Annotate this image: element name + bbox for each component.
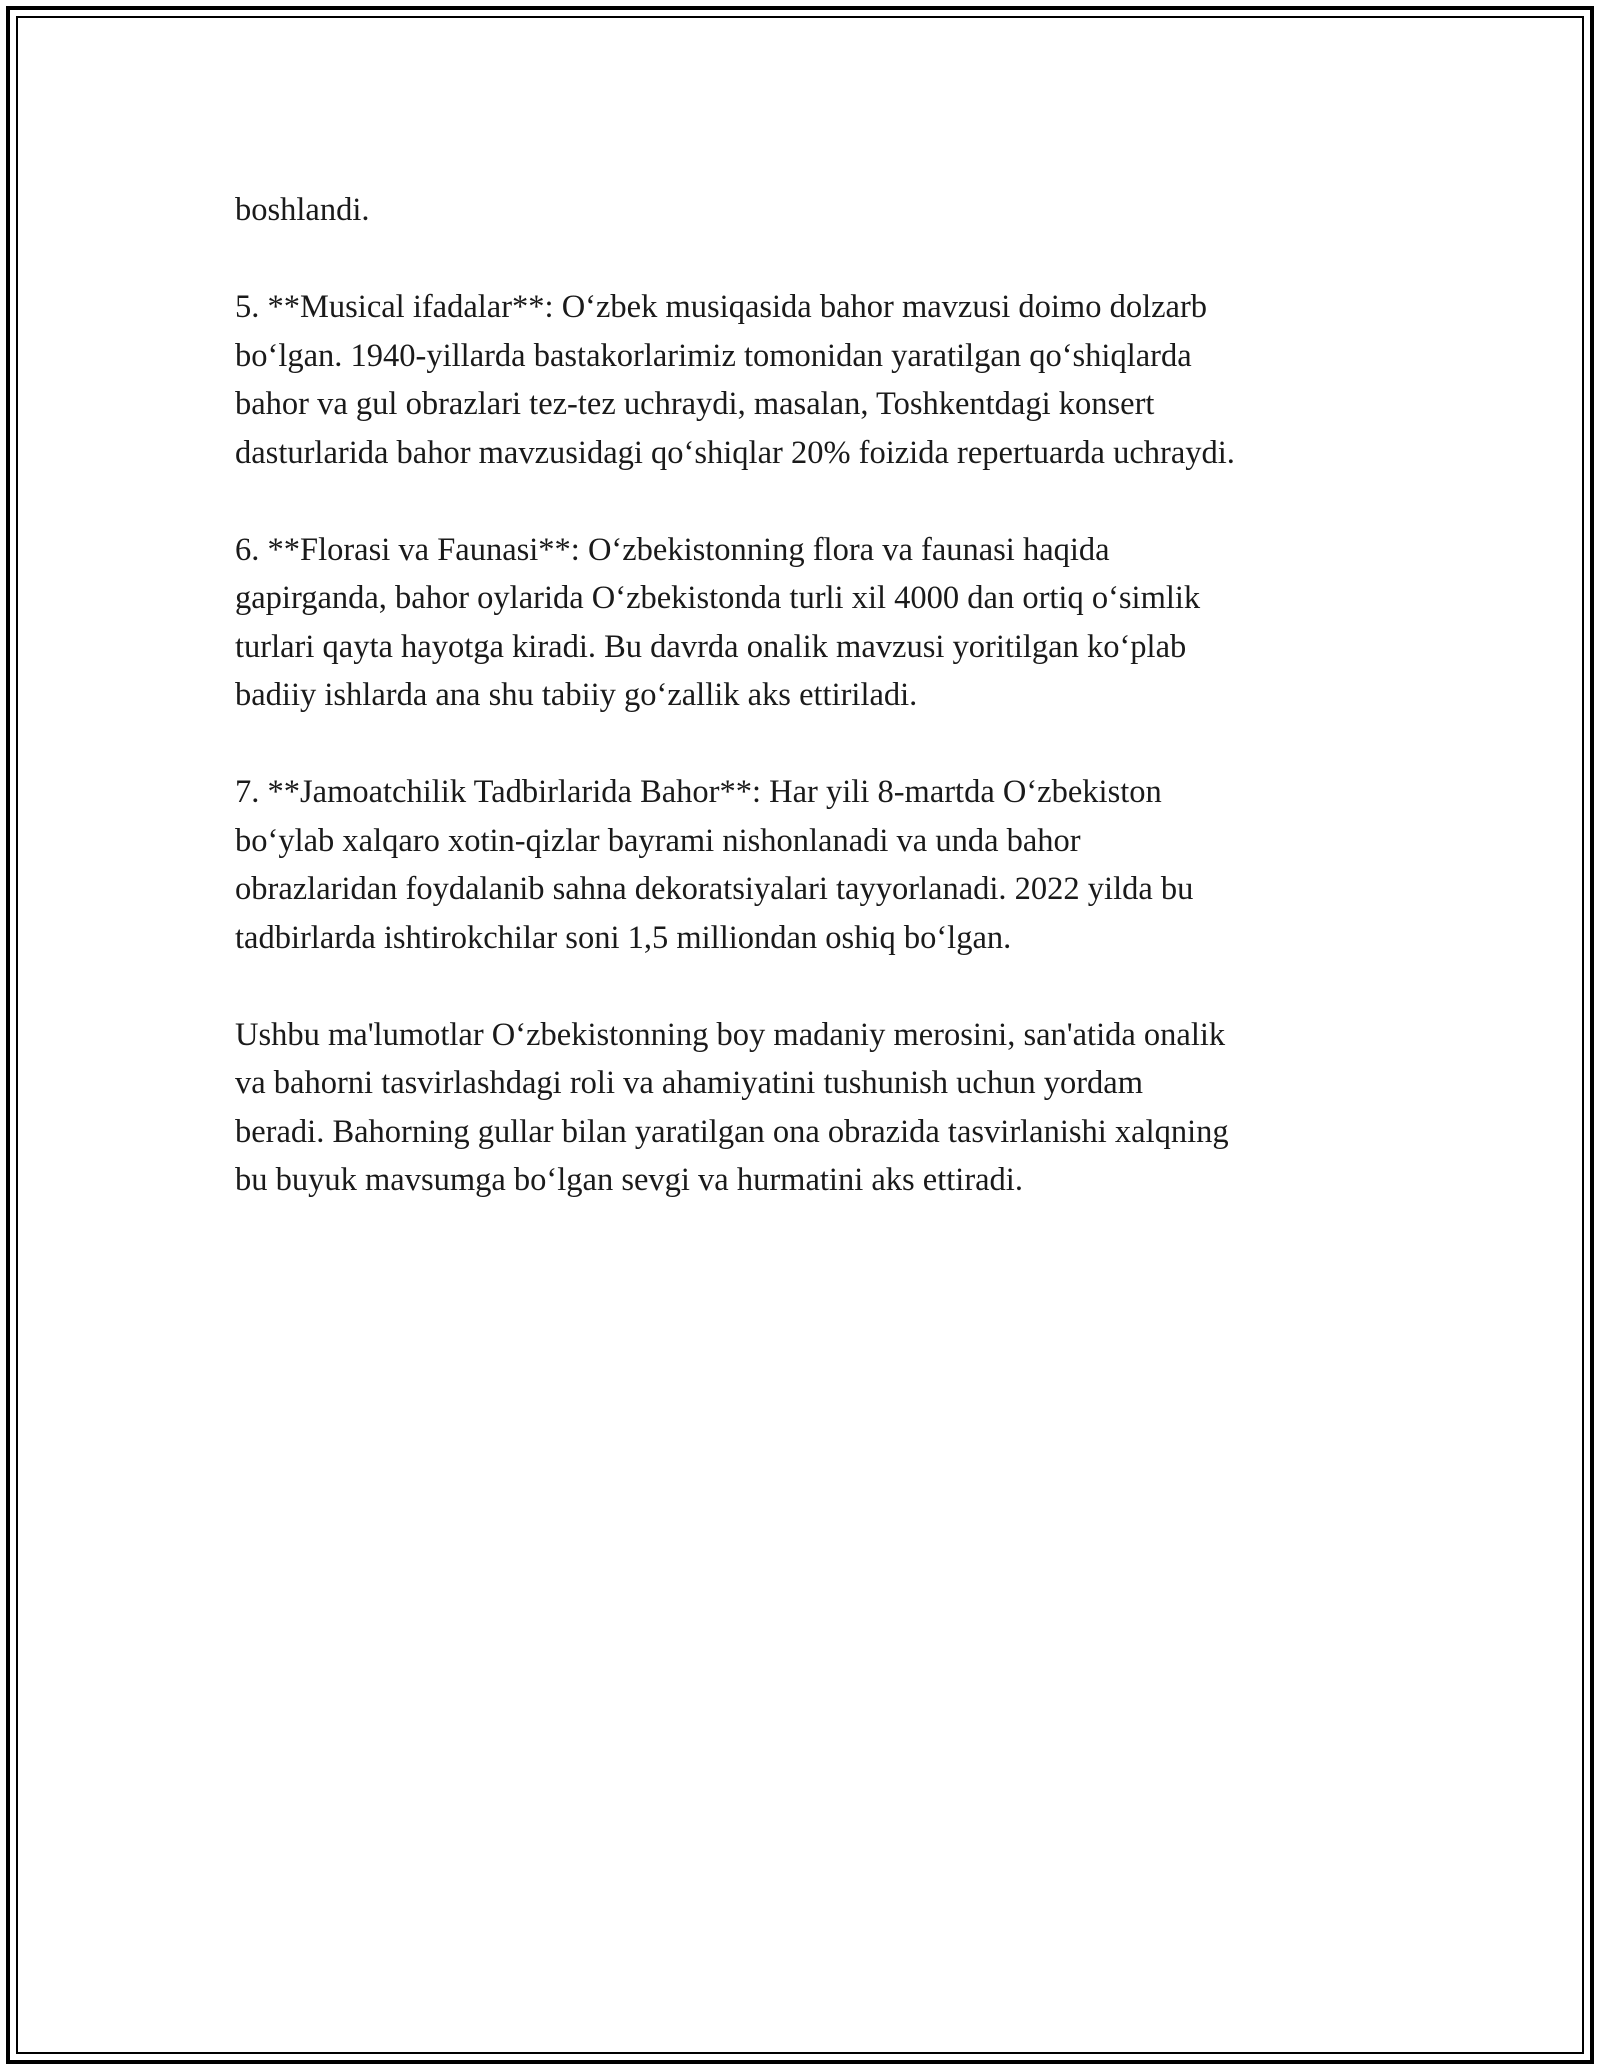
document-body (235, 186, 1385, 1205)
paragraph-continuation: boshlandi. (235, 192, 370, 228)
paragraph-item-7: 7. **Jamoatchilik Tadbirlarida Bahor**: Har yili 8-martda O‘zbekiston bo‘ylab xalqaro xotin-qizlar bayrami nishonlanadi va unda bahor obrazlaridan foydalanib sahna dekoratsiyalari tayyorlanadi. 2022 yilda bu tadbirlarda ishtirokchilar soni 1,5 milliondan oshiq bo‘lgan. (235, 774, 1194, 956)
paragraph-conclusion: Ushbu ma'lumotlar O‘zbekistonning boy madaniy merosini, san'atida onalik va bahorni tasvirlashdagi roli va ahamiyatini tushunish uchun yordam beradi. Bahorning gullar bilan yaratilgan ona obrazida tasvirlanishi xalqning bu buyuk mavsumga bo‘lgan sevgi va hurmatini aks ettiradi. (235, 1016, 1229, 1198)
paragraph-item-5: 5. **Musical ifadalar**: O‘zbek musiqasida bahor mavzusi doimo dolzarb bo‘lgan. 1940-yillarda bastakorlarimiz tomonidan yaratilgan qo‘shiqlarda bahor va gul obrazlari tez-tez uchraydi, masalan, Toshkentdagi konsert dasturlarida bahor mavzusidagi qo‘shiqlar 20% foizida repertuarda uchraydi. (235, 289, 1235, 471)
paragraph-item-6: 6. **Florasi va Faunasi**: O‘zbekistonning flora va faunasi haqida gapirganda, bahor oylarida O‘zbekistonda turli xil 4000 dan ortiq o‘simlik turlari qayta hayotga kiradi. Bu davrda onalik mavzusi yoritilgan ko‘plab badiiy ishlarda ana shu tabiiy go‘zallik aks ettiriladi. (235, 531, 1201, 713)
